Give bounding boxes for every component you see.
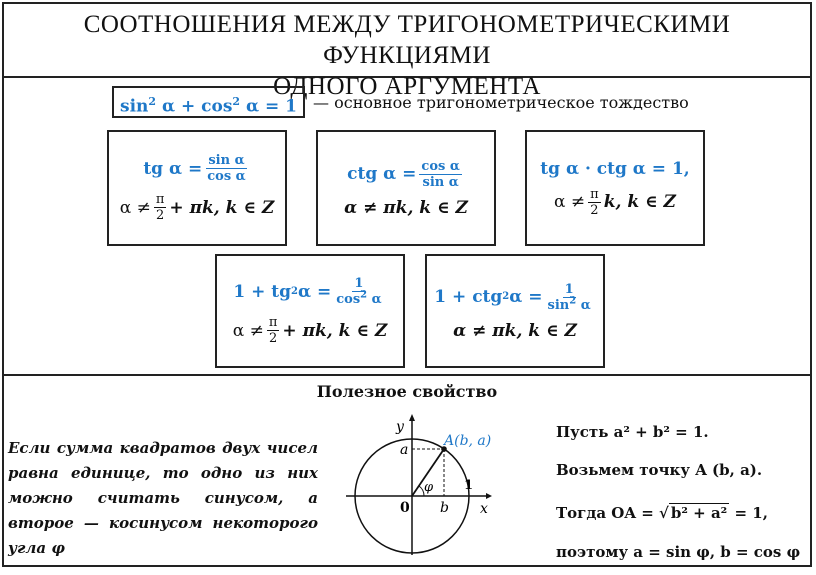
one-label: 1 <box>464 478 474 493</box>
y-axis-arrow <box>409 414 415 421</box>
one-plus-tg-formula: 1 + tg 2 α = $\frac{1}{\cos^2 \alpha}$ <box>233 276 382 307</box>
tgctg-cond-pre: α ≠ <box>554 192 586 212</box>
identity-sin: sin <box>120 96 149 117</box>
tg-ctg-condition <box>554 187 676 218</box>
right-explanation <box>556 417 806 575</box>
tg-cond-num: π <box>155 192 165 207</box>
tgctg-cond-post: k, k ∈ Z <box>603 192 676 212</box>
one-ctg-den-sq: 2 <box>569 295 577 307</box>
a-label: a <box>400 442 409 458</box>
one-plus-tg-box <box>215 254 405 368</box>
one-ctg-den <box>546 295 593 313</box>
identity-alpha-1: α <box>161 96 176 117</box>
one-ctg-left-b: α = <box>509 287 543 307</box>
one-ctg-condition: α ≠ πk, k ∈ Z <box>453 320 577 341</box>
tgctg-cond-frac <box>588 187 601 218</box>
tg-formula <box>143 153 250 184</box>
tg-num: sin α <box>208 153 245 168</box>
ctg-left: ctg α = <box>347 164 417 184</box>
ctg-num: cos α <box>421 158 460 174</box>
right-line-3-pre: Тогда OA = <box>556 504 654 522</box>
b-label: b <box>440 500 449 516</box>
one-tg-condition <box>233 315 388 346</box>
one-tg-cond-frac <box>267 315 280 346</box>
right-line-2: Возьмем точку A (b, a). <box>556 461 763 479</box>
right-line-4: поэтому a = sin φ, b = cos φ <box>556 543 801 561</box>
right-line-3-post: = 1, <box>734 504 768 522</box>
page-title <box>4 4 810 100</box>
ctg-condition: α ≠ πk, k ∈ Z <box>344 197 468 218</box>
x-axis-label: x <box>480 501 488 517</box>
right-line-3: Тогда OA = √ b² + a² = 1, <box>556 504 768 522</box>
right-line-1: Пусть a² + b² = 1. <box>556 423 709 441</box>
identity-eq: = 1 <box>265 96 298 117</box>
point-a-label: A(b, a) <box>444 433 492 449</box>
tg-condition <box>120 192 275 223</box>
tg-cond-post: + πk, k ∈ Z <box>169 197 275 218</box>
identity-sq-2: 2 <box>232 95 241 108</box>
ctg-den: sin α <box>422 174 459 190</box>
tg-left: tg α = <box>143 158 203 179</box>
tg-cond-pre: α ≠ <box>119 197 151 218</box>
tg-fraction <box>205 153 247 184</box>
one-tg-left-a: 1 + tg <box>233 281 292 302</box>
ctg-formula <box>347 159 465 190</box>
title-line-1: СООТНОШЕНИЯ МЕЖДУ ТРИГОНОМЕТРИЧЕСКИМИ ФУНКЦИЯМИ <box>83 11 731 69</box>
one-plus-ctg-formula: 1 + ctg 2 α = $\frac{1}{\sin^2 \alpha}$ <box>434 281 591 313</box>
one-ctg-den-b: α <box>576 297 591 313</box>
one-tg-cond-num: π <box>268 315 278 330</box>
phi-label: φ <box>424 480 434 495</box>
one-ctg-left-a: 1 + ctg <box>434 287 503 307</box>
one-tg-cond-post: + πk, k ∈ Z <box>282 320 388 341</box>
ctg-box <box>316 130 496 246</box>
identity-alpha-2: α <box>246 96 260 117</box>
one-tg-num: 1 <box>354 276 364 291</box>
one-tg-den-sq: 2 <box>360 289 368 301</box>
one-plus-ctg-box <box>425 254 605 368</box>
one-tg-den-a: cos <box>336 292 361 307</box>
identity-sq-1: 2 <box>148 95 157 108</box>
property-title: Полезное свойство <box>316 382 498 401</box>
identity-formula <box>112 86 305 118</box>
identity-plus: + <box>180 96 196 117</box>
tgctg-cond-num: π <box>590 186 599 202</box>
page-frame <box>2 2 812 567</box>
identity-cos: cos <box>201 96 233 117</box>
unit-circle-diagram <box>344 409 504 559</box>
title-line-2: ОДНОГО АРГУМЕНТА <box>273 73 541 100</box>
section-divider <box>4 374 810 376</box>
tg-cond-frac <box>154 192 167 223</box>
origin-label: 0 <box>400 500 410 516</box>
one-ctg-num: 1 <box>564 281 574 297</box>
one-tg-cond-pre: α ≠ <box>232 320 264 341</box>
tg-cond-den: 2 <box>156 208 165 223</box>
identity-description: — основное тригонометрическое тождество <box>313 92 689 112</box>
tg-ctg-formula: tg α · ctg α = 1, <box>540 158 690 179</box>
ctg-fraction <box>419 159 461 190</box>
right-line-3-sqrt: b² + a² <box>670 504 728 522</box>
property-text: Если сумма квадратов двух чисел равна единице, то одно из них можно считать синусом, а второе — косинусом некоторого угла φ <box>8 439 318 557</box>
identity-row <box>112 87 689 117</box>
y-axis-label: y <box>396 419 404 435</box>
tgctg-cond-den: 2 <box>590 202 599 218</box>
one-tg-den-b: α <box>367 292 382 307</box>
x-axis-arrow <box>486 493 492 499</box>
one-tg-fraction <box>334 276 383 307</box>
tg-den: cos α <box>207 169 246 184</box>
one-tg-cond-den: 2 <box>269 331 278 346</box>
one-tg-den <box>334 289 383 307</box>
one-tg-left-b: α = <box>297 281 332 302</box>
one-ctg-den-a: sin <box>547 297 570 313</box>
one-ctg-fraction <box>546 282 593 313</box>
tg-ctg-box <box>525 130 705 246</box>
tg-box <box>107 130 287 246</box>
